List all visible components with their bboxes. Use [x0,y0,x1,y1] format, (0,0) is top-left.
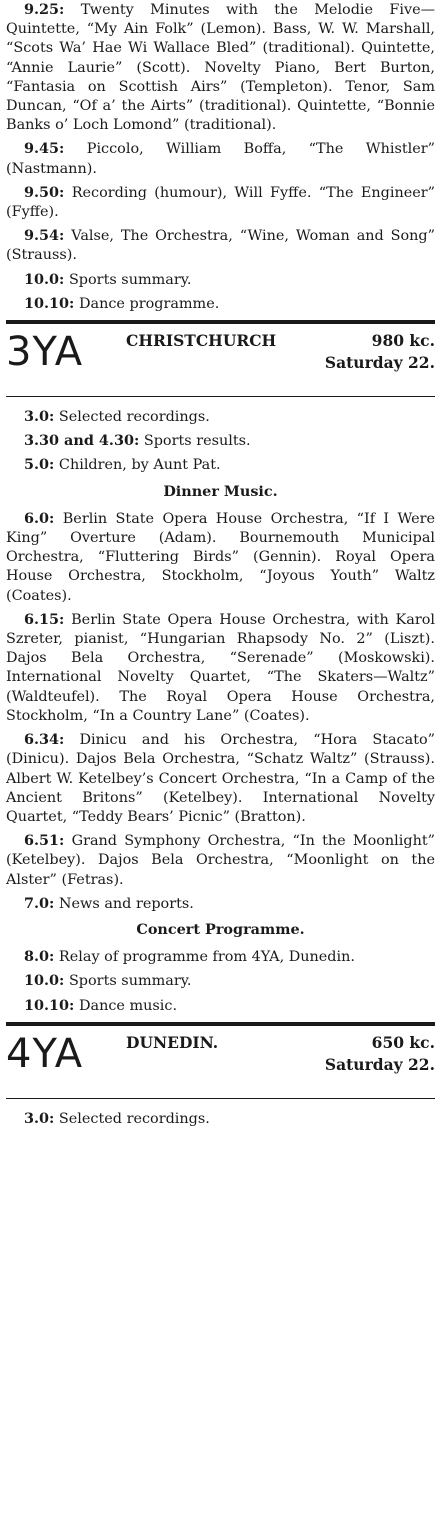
header-underline [6,1098,435,1099]
programme-entry [6,730,435,827]
entry-text: Relay of programme from 4YA, Dunedin. [54,949,355,966]
entry-text: Selected recordings. [54,1110,210,1127]
entry-text: Valse, The Orchestra, “Wine, Woman and Song” (Strauss). [6,228,435,264]
entry-text: Sports summary. [64,271,192,288]
entry-text: Dance music. [74,997,178,1014]
programme-entry [6,610,435,726]
station-frequency: 650 kc. [371,1032,435,1052]
station-day: Saturday 22. [324,353,435,373]
entry-time: 7.0: [24,894,55,912]
header-underline [6,396,435,397]
section-heading-dinner-music: Dinner Music. [163,482,278,500]
entry-time: 6.15: [24,610,65,628]
programme-entry [6,139,435,178]
entry-text: News and reports. [54,895,194,912]
station-header-4ya [6,1032,435,1090]
station-city: DUNEDIN. [126,1032,219,1052]
programme-entry [6,455,435,475]
station-callsign: 3YA [6,329,84,376]
entry-time: 9.50: [24,183,65,201]
programme-entry [6,509,435,606]
entry-time: 10.10: [24,996,75,1014]
programme-block-3ya-dinner [6,509,435,914]
entry-text: Berlin State Opera House Orchestra, “If I Were King” Overture (Adam). Bournemouth Municipal Orchestra, “Fluttering Birds” (Gennin). Royal Opera House Orchestra, Stockholm, “Joyous Youth” Waltz (Coates). [6,510,435,604]
entry-time: 5.0: [24,456,55,474]
entry-time: 3.0: [24,408,55,426]
section-divider [6,320,435,324]
station-callsign: 4YA [6,1030,84,1077]
programme-entry [6,0,435,135]
station-info [126,330,435,374]
entry-time: 10.0: [24,972,65,990]
station-city-freq-row [126,1032,435,1054]
programme-block-3ya-evening [6,947,435,1016]
programme-entry [6,183,435,222]
entry-text: Sports summary. [64,973,192,990]
entry-time: 9.54: [24,227,65,245]
section-heading-concert-programme: Concert Programme. [136,920,305,938]
programme-block-3ya-afternoon [6,407,435,476]
entry-text: Sports results. [139,433,251,450]
programme-entry [6,947,435,967]
programme-entry [6,226,435,265]
entry-time: 8.0: [24,948,55,966]
programme-entry [6,831,435,890]
programme-block-4ya [6,1109,435,1129]
entry-text: Dance programme. [74,295,220,312]
entry-text: Twenty Minutes with the Melodie Five—Quintette, “My Ain Folk” (Lemon). Bass, W. W. Marshall, “Scots Wa’ Hae Wi Wallace Bled” (traditional). Quintette, “Annie Laurie” (Scott). Novelty Piano, Bert Burton, “Fantasia on Scottish Airs” (Templeton). Tenor, Sam Duncan, “Of a’ the Airts” (traditional). Quintette, “Bonnie Banks o’ Loch Lomond” (traditional). [6,2,435,134]
programme-entry [6,894,435,914]
entry-time: 6.0: [24,509,55,527]
entry-text: Recording (humour), Will Fyffe. “The Engineer” (Fyffe). [6,184,435,221]
section-divider [6,1022,435,1026]
programme-entry [6,971,435,991]
station-info [126,1032,435,1076]
entry-text: Children, by Aunt Pat. [54,457,221,474]
entry-time: 6.51: [24,832,65,850]
programme-entry [6,431,435,451]
entry-time: 10.10: [24,294,75,312]
station-frequency: 980 kc. [371,331,435,351]
entry-time: 10.0: [24,270,65,288]
station-city-freq-row [126,330,435,352]
station-city: CHRISTCHURCH [126,331,277,351]
entry-text: Grand Symphony Orchestra, “In the Moonlight” (Ketelbey). Dajos Bela Orchestra, “Moonlight on the Alster” (Fetras). [6,833,435,888]
entry-time: 3.0: [24,1109,55,1127]
programme-entry [6,1109,435,1129]
entry-time: 9.25: [24,1,65,18]
programme-entry [6,407,435,427]
entry-time: 9.45: [24,140,65,158]
programme-block-2ya-tail [6,0,435,314]
programme-entry [6,294,435,314]
programme-entry [6,996,435,1016]
programme-entry [6,270,435,290]
entry-time: 3.30 and 4.30: [24,432,140,450]
station-header-3ya [6,330,435,388]
station-day: Saturday 22. [324,1054,435,1074]
entry-text: Selected recordings. [54,409,210,426]
entry-time: 6.34: [24,731,65,749]
entry-text: Piccolo, William Boffa, “The Whistler” (Nastmann). [6,141,435,177]
entry-text: Dinicu and his Orchestra, “Hora Stacato” (Dinicu). Dajos Bela Orchestra, “Schatz Waltz” (Strauss). Albert W. Ketelbey’s Concert Orchestra, “In a Camp of the Ancient Britons” (Ketelbey). International Novelty Quartet, “Teddy Bears’ Picnic” (Bratton). [6,732,435,825]
entry-text: Berlin State Opera House Orchestra, with Karol Szreter, pianist, “Hungarian Rhapsody No. 2” (Liszt). Dajos Bela Orchestra, “Serenade” (Moskowski). International Novelty Quartet, “The Skaters—Waltz” (Waldteufel). The Royal Opera House Orchestra, Stockholm, “In a Country Lane” (Coates). [6,611,435,724]
